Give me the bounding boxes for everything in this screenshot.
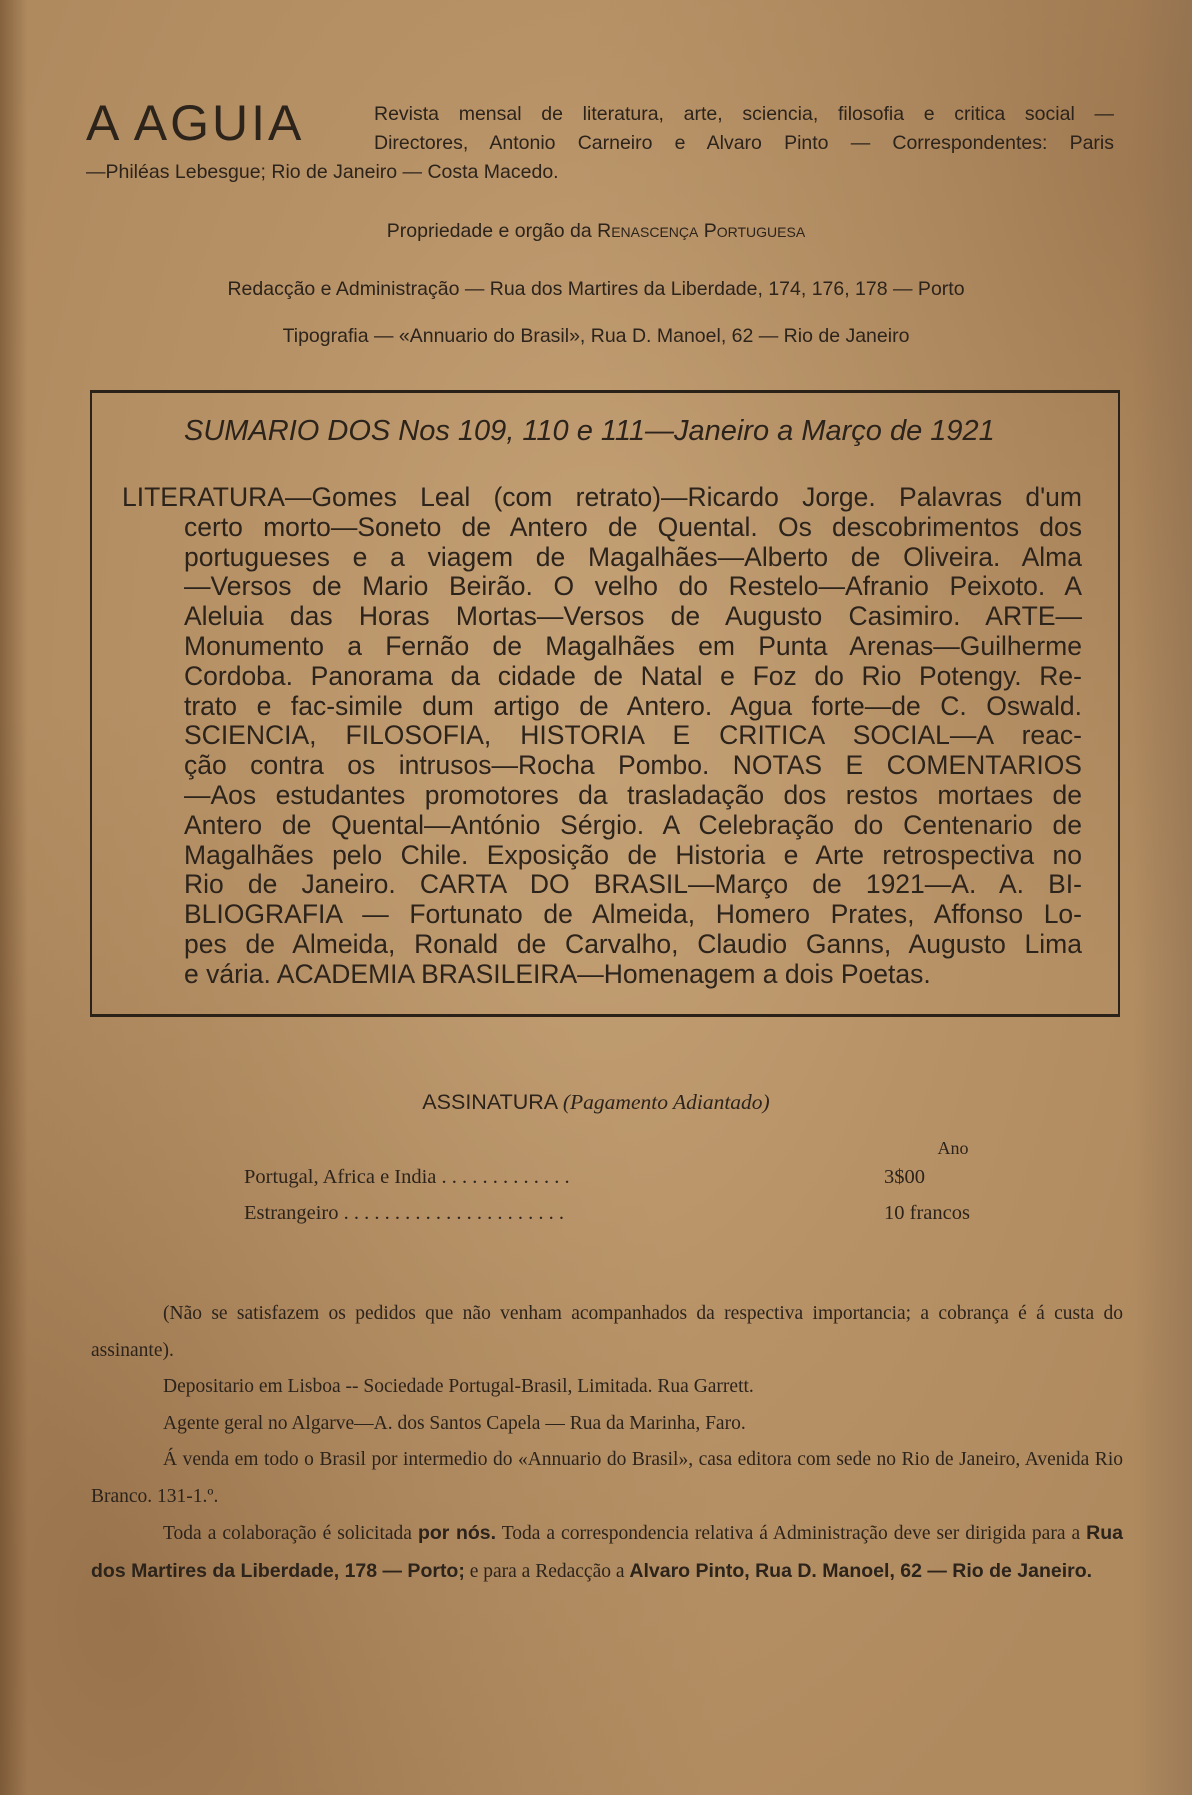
printer-line: Tipografia — «Annuario do Brasil», Rua D. Manoel, 62 — Rio de Janeiro: [282, 325, 910, 347]
summary-line: portugueses e a viagem de Magalhães—Alberto de Oliveira. Alma: [184, 541, 1082, 572]
price-label: Estrangeiro . . . . . . . . . . . . . . . . . . . . . .: [244, 1202, 564, 1224]
summary-line: ção contra os intrusos—Rocha Pombo. NOTAS E COMENTARIOS: [184, 750, 1082, 781]
masthead-line-2: Directores, Antonio Carneiro e Alvaro Pinto — Correspondentes: Paris: [374, 132, 1114, 154]
note-paragraph: Agente geral no Algarve—A. dos Santos Capela — Rua da Marinha, Faro.: [163, 1412, 746, 1434]
summary-line: Cordoba. Panorama da cidade de Natal e Foz do Rio Potengy. Re-: [184, 660, 1082, 691]
summary-line: SCIENCIA, FILOSOFIA, HISTORIA E CRITICA SOCIAL—A reac-: [184, 720, 1082, 751]
subscription-subtitle: (Pagamento Adiantado): [562, 1090, 770, 1114]
summary-box: [90, 390, 1120, 1017]
summary-line: e vária. ACADEMIA BRASILEIRA—Homenagem a dois Poetas.: [184, 958, 931, 989]
ownership-prefix: Propriedade e orgão da: [386, 220, 592, 242]
note-text: Toda a colaboração é solicitada: [163, 1523, 412, 1544]
summary-line: LITERATURA—Gomes Leal (com retrato)—Ricardo Jorge. Palavras d'um: [122, 482, 1082, 512]
subscription-heading: [0, 1090, 1192, 1115]
masthead-description: [374, 100, 1114, 158]
notes-section: [91, 1296, 1123, 1590]
note-paragraph: (Não se satisfazem os pedidos que não venham acompanhados da respectiva importancia; a cobrança é á custa do assinante).: [91, 1303, 1123, 1361]
ownership-line: [0, 220, 1192, 243]
summary-line: BLIOGRAFIA — Fortunato de Almeida, Homero Prates, Affonso Lo-: [184, 899, 1082, 930]
masthead-line-3: —Philéas Lebesgue; Rio de Janeiro — Costa Macedo.: [86, 161, 559, 183]
price-value: 3$00: [884, 1166, 925, 1188]
note-paragraph: Á venda em todo o Brasil por intermedio do «Annuario do Brasil», casa editora com sede no Rio de Janeiro, Avenida Rio Branco. 131-1.º.: [91, 1449, 1123, 1507]
price-value: 10 francos: [884, 1202, 970, 1224]
address-line: Redacção e Administração — Rua dos Martires da Liberdade, 174, 176, 178 — Porto: [227, 278, 965, 300]
subscription-title: ASSINATURA: [422, 1090, 557, 1114]
summary-line: —Versos de Mario Beirão. O velho do Restelo—Afranio Peixoto. A: [184, 571, 1082, 602]
ownership-name: Renascença Portuguesa: [597, 220, 806, 242]
note-bold: Alvaro Pinto, Rua D. Manoel, 62 — Rio de Janeiro.: [629, 1559, 1093, 1582]
note-text: e para a Redacção a: [469, 1560, 625, 1582]
page-edge-left: [0, 0, 28, 1795]
summary-line: Rio de Janeiro. CARTA DO BRASIL—Março de 1921—A. A. BI-: [184, 869, 1082, 900]
summary-line: trato e fac-simile dum artigo de Antero. Agua forte—de C. Oswald.: [184, 690, 1082, 721]
summary-line: pes de Almeida, Ronald de Carvalho, Claudio Ganns, Augusto Lima: [184, 928, 1082, 959]
summary-line: Magalhães pelo Chile. Exposição de Historia e Arte retrospectiva no: [184, 839, 1082, 870]
note-text: Toda a correspondencia relativa á Administração deve ser dirigida para a: [501, 1523, 1081, 1544]
note-bold: por nós.: [417, 1522, 497, 1544]
summary-line: Antero de Quental—António Sérgio. A Celebração do Centenario de: [184, 809, 1082, 840]
note-paragraph: Depositario em Lisboa -- Sociedade Portugal-Brasil, Limitada. Rua Garrett.: [163, 1376, 754, 1397]
price-row: [244, 1202, 1004, 1232]
price-row: [244, 1166, 1004, 1196]
summary-line: Monumento a Fernão de Magalhães em Punta Arenas—Guilherme: [184, 630, 1082, 661]
summary-line: —Aos estudantes promotores da trasladação dos restos mortaes de: [184, 779, 1082, 810]
summary-line: certo morto—Soneto de Antero de Quental. Os descobrimentos dos: [184, 511, 1082, 542]
price-label: Portugal, Africa e India . . . . . . . . . . . . .: [244, 1166, 570, 1188]
masthead-line-1: Revista mensal de literatura, arte, sciencia, filosofia e critica social —: [374, 103, 1114, 125]
note-paragraph: [91, 1515, 1123, 1590]
summary-body: [122, 483, 1082, 990]
journal-logo: A AGUIA: [86, 95, 305, 151]
summary-line: Aleluia das Horas Mortas—Versos de Augusto Casimiro. ARTE—: [184, 601, 1082, 632]
page-edge-right: [1132, 0, 1192, 1795]
summary-title: SUMARIO DOS Nos 109, 110 e 111—Janeiro a Março de 1921: [184, 415, 995, 447]
price-column-head: Ano: [937, 1138, 969, 1158]
note-bold: Rua dos Martires da Liberdade, 178 — Porto;: [91, 1522, 1123, 1582]
